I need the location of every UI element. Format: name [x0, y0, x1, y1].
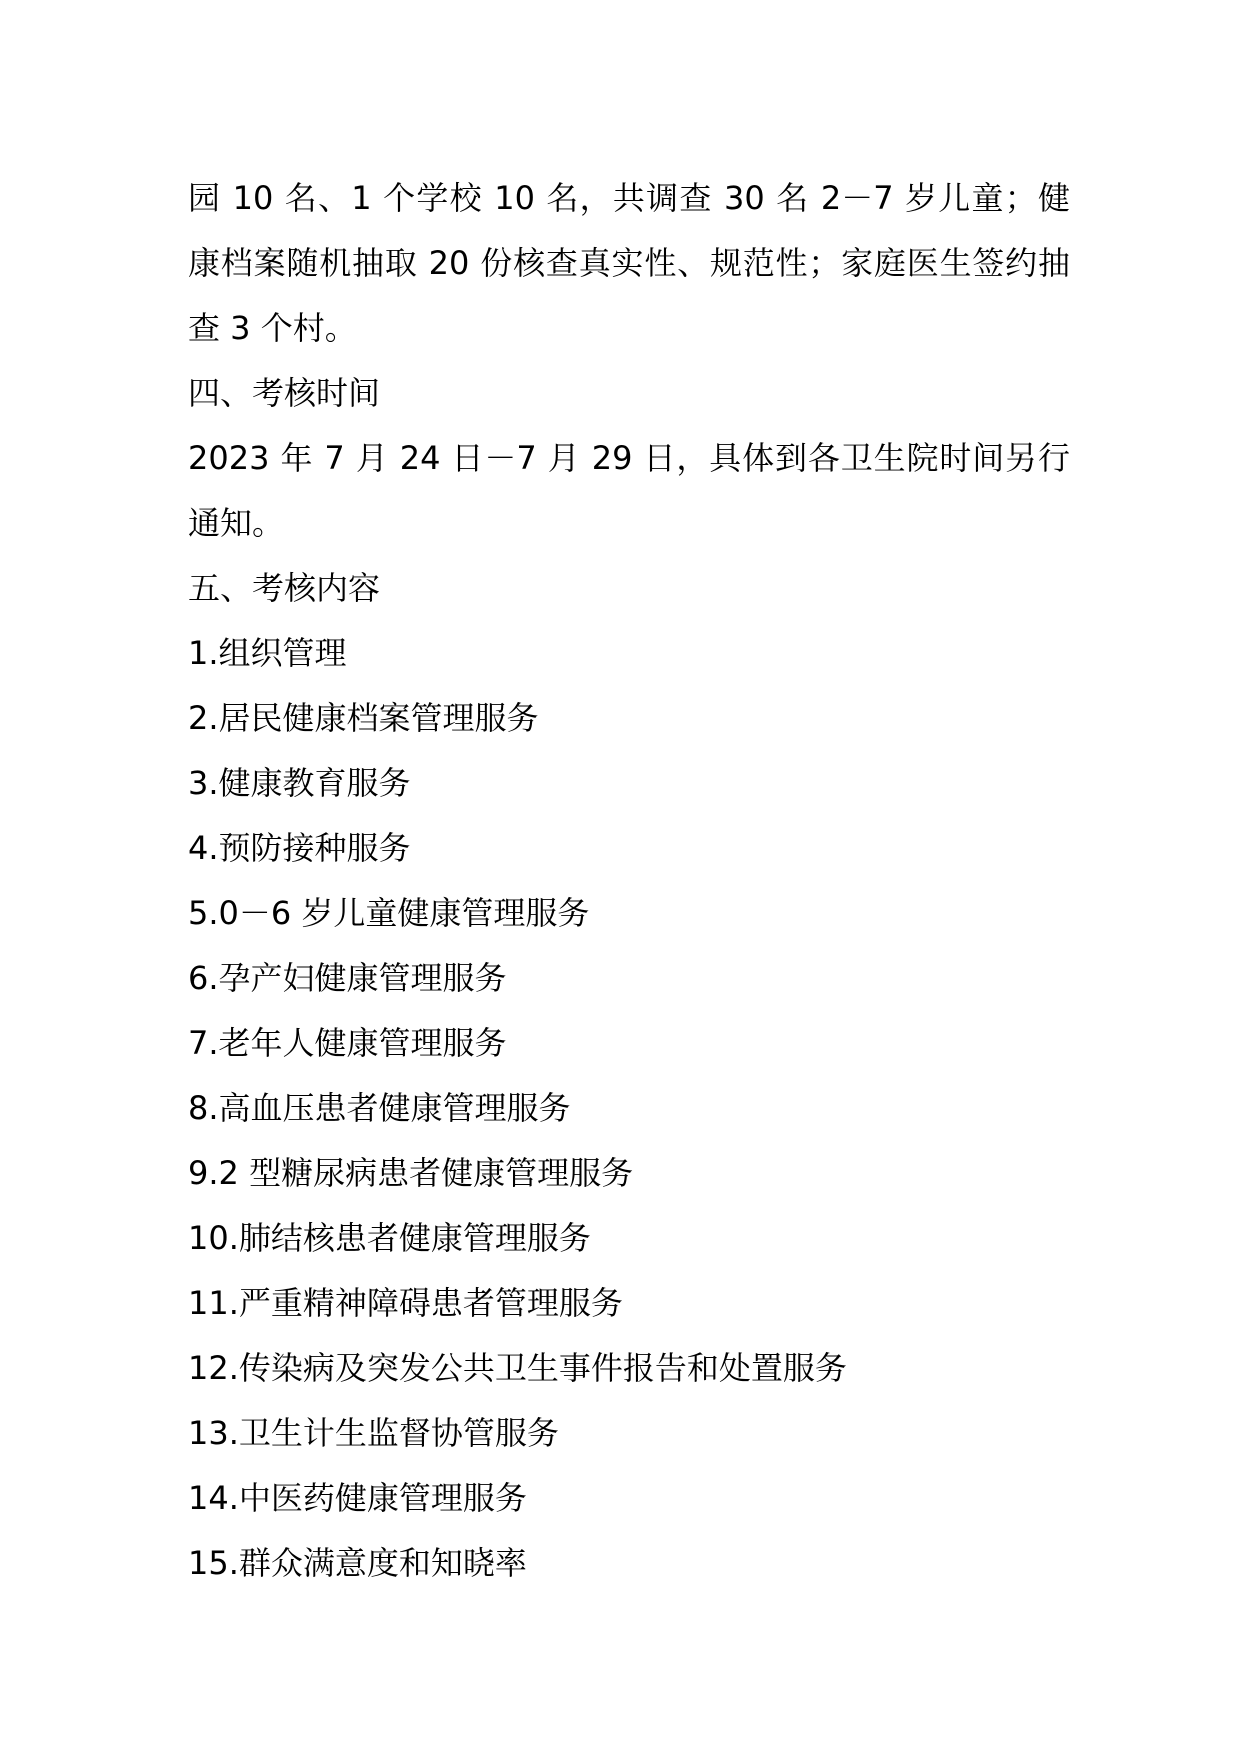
list-item: 13.卫生计生监督协管服务 [188, 1414, 559, 1452]
section-four-heading: 四、考核时间 [188, 374, 381, 412]
list-item: 7.老年人健康管理服务 [188, 1024, 507, 1062]
list-item: 4.预防接种服务 [188, 829, 411, 867]
section-five-heading: 五、考核内容 [188, 569, 381, 607]
list-item: 10.肺结核患者健康管理服务 [188, 1219, 591, 1257]
intro-paragraph: 园 10 名、1 个学校 10 名，共调查 30 名 2－7 岁儿童；健康档案随机抽取 20 份核查真实性、规范性；家庭医生签约抽查 3 个村。 [188, 179, 1070, 347]
list-item: 14.中医药健康管理服务 [188, 1479, 527, 1517]
list-item: 3.健康教育服务 [188, 764, 411, 802]
assessment-content-list [188, 621, 1070, 1596]
document-body [188, 166, 1070, 1596]
list-item: 9.2 型糖尿病患者健康管理服务 [188, 1154, 634, 1192]
list-item: 5.0－6 岁儿童健康管理服务 [188, 894, 590, 932]
list-item: 12.传染病及突发公共卫生事件报告和处置服务 [188, 1349, 847, 1387]
list-item: 11.严重精神障碍患者管理服务 [188, 1284, 623, 1322]
list-item: 2.居民健康档案管理服务 [188, 699, 539, 737]
list-item: 6.孕产妇健康管理服务 [188, 959, 507, 997]
list-item: 15.群众满意度和知晓率 [188, 1544, 527, 1582]
list-item: 1.组织管理 [188, 634, 347, 672]
list-item: 8.高血压患者健康管理服务 [188, 1089, 571, 1127]
section-four-text: 2023 年 7 月 24 日－7 月 29 日，具体到各卫生院时间另行通知。 [188, 439, 1070, 542]
